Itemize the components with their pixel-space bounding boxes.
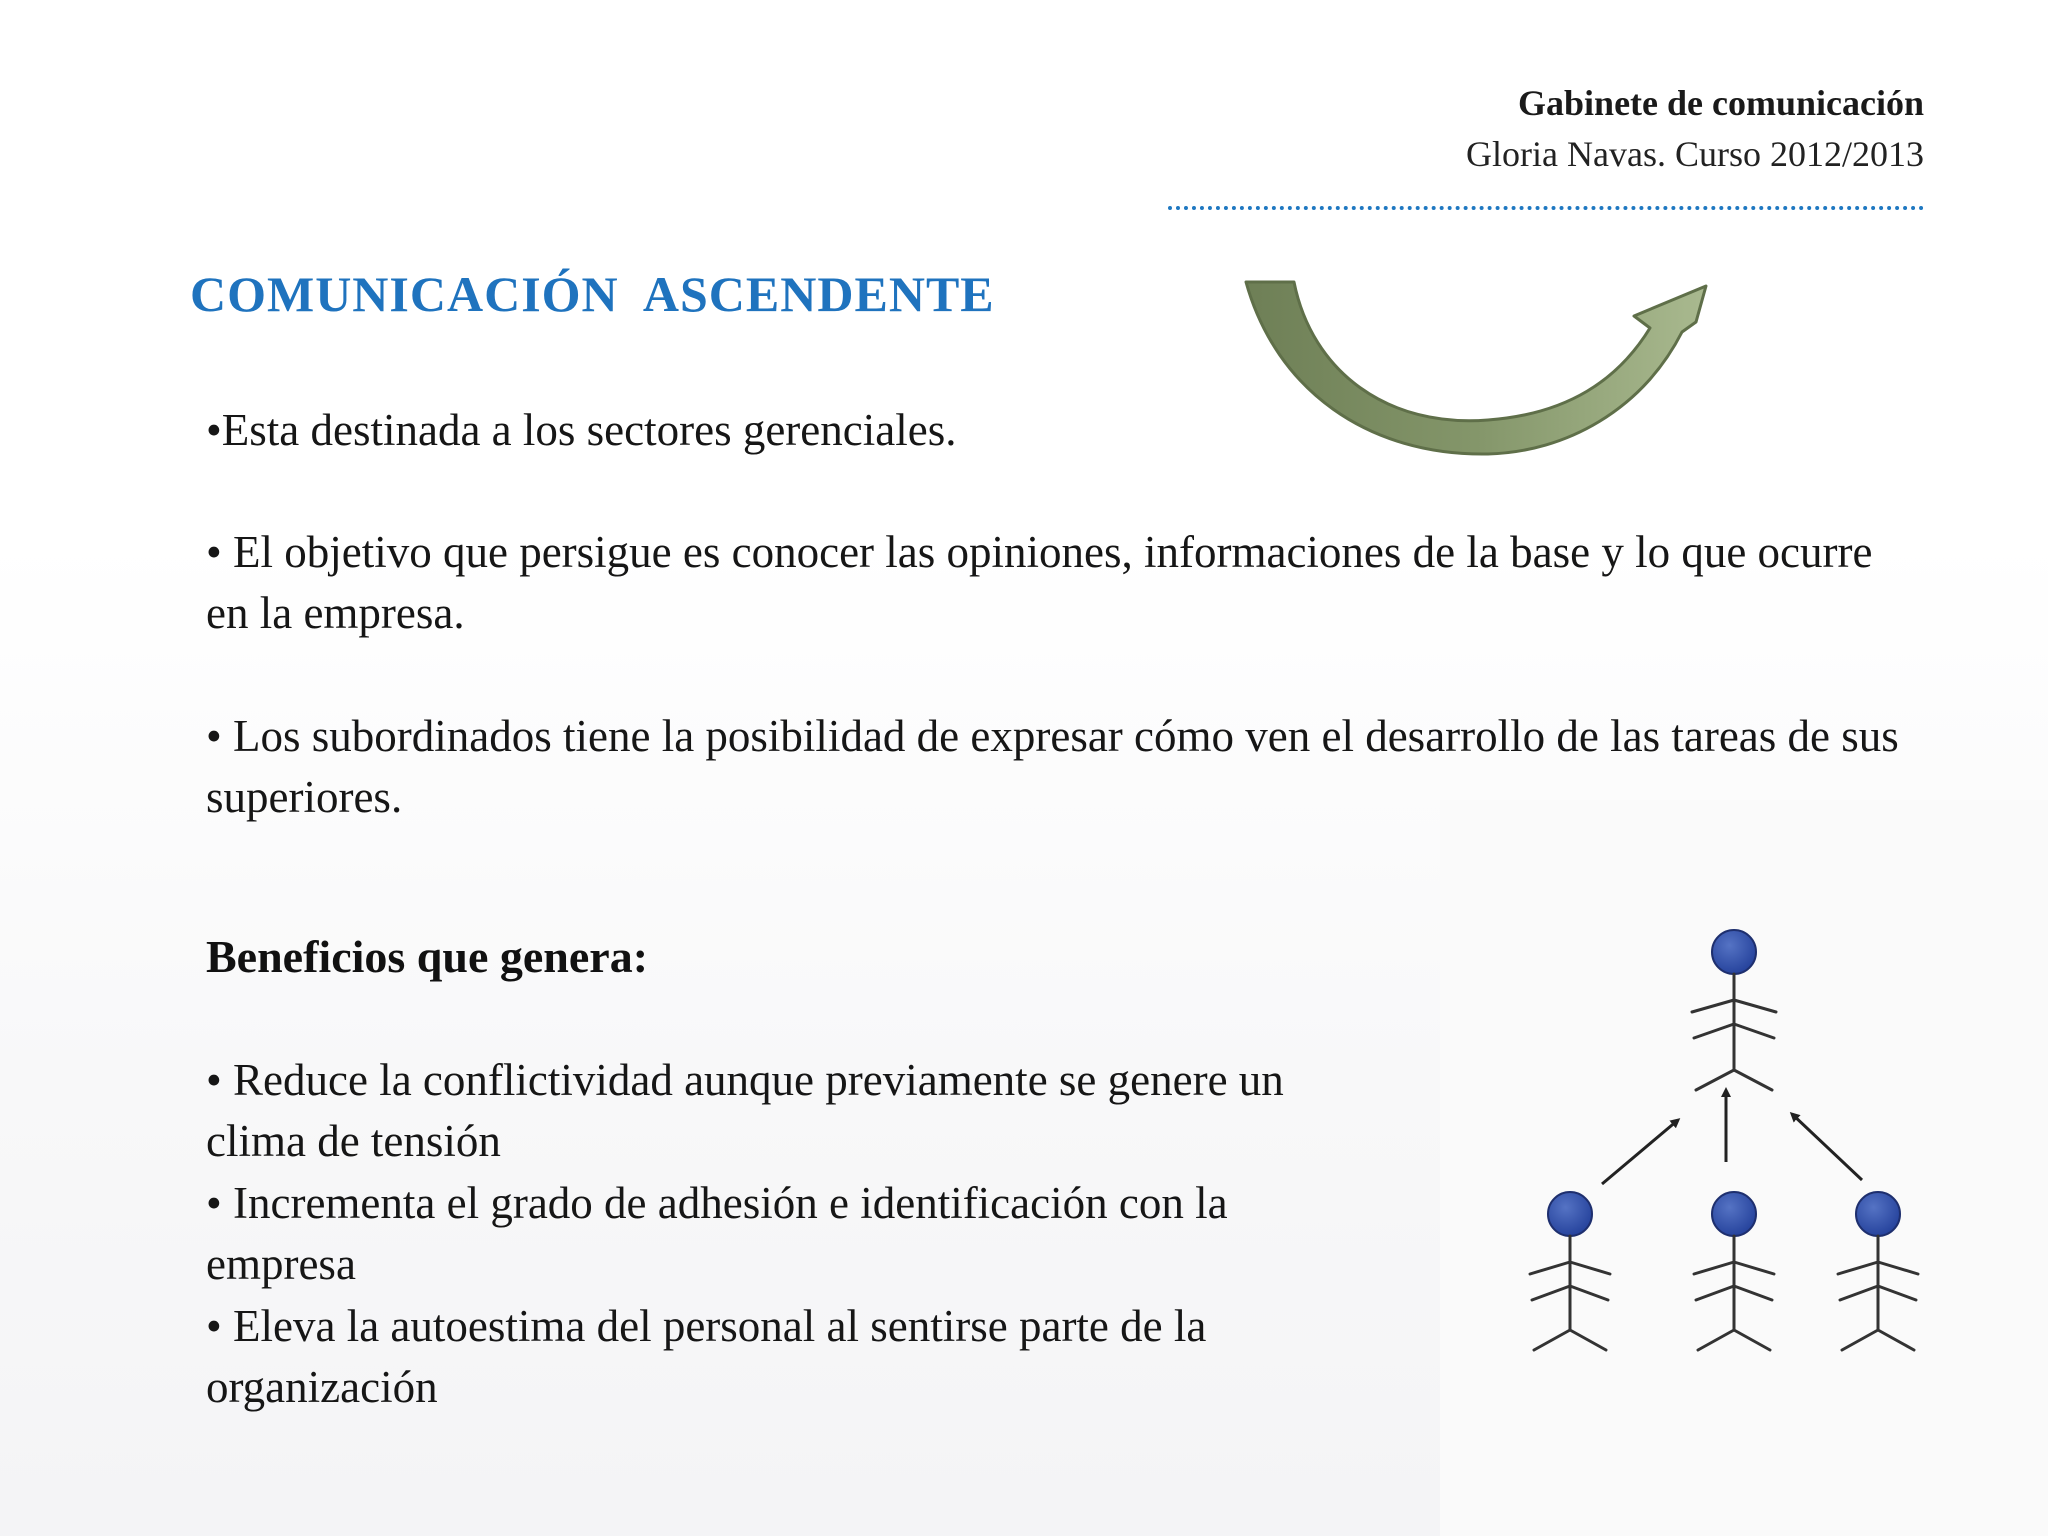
- employee-figure-right: [1838, 1192, 1918, 1350]
- header-title: Gabinete de comunicación: [1518, 83, 1924, 123]
- paragraph-3: • Los subordinados tiene la posibilidad de expresar cómo ven el desarrollo de las tareas de sus superiores.: [206, 711, 1899, 822]
- benefits-heading: Beneficios que genera:: [206, 931, 649, 982]
- header-subtitle: Gloria Navas. Curso 2012/2013: [1466, 134, 1924, 174]
- upward-communication-figure: [1500, 912, 1960, 1372]
- employee-figure-left: [1530, 1192, 1610, 1350]
- header-divider: [1168, 206, 1924, 210]
- employee-figure-center: [1694, 1192, 1774, 1350]
- benefit-item-2: • Incrementa el grado de adhesión e identificación con la empresa: [206, 1178, 1228, 1289]
- benefit-item-3: • Eleva la autoestima del personal al sentirse parte de la organización: [206, 1301, 1207, 1412]
- curved-up-arrow-icon: [1238, 270, 1758, 470]
- benefit-item-1: • Reduce la conflictividad aunque previamente se genere un clima de tensión: [206, 1055, 1284, 1166]
- header: [1164, 76, 1924, 178]
- paragraph-1: •Esta destinada a los sectores gerenciales.: [206, 405, 957, 455]
- paragraph-2: • El objetivo que persigue es conocer las opiniones, informaciones de la base y lo que ocurre en la empresa.: [206, 527, 1873, 638]
- upward-arrows: [1602, 1090, 1862, 1184]
- section-title: COMUNICACIÓN ASCENDENTE: [190, 266, 995, 322]
- manager-figure: [1692, 930, 1776, 1090]
